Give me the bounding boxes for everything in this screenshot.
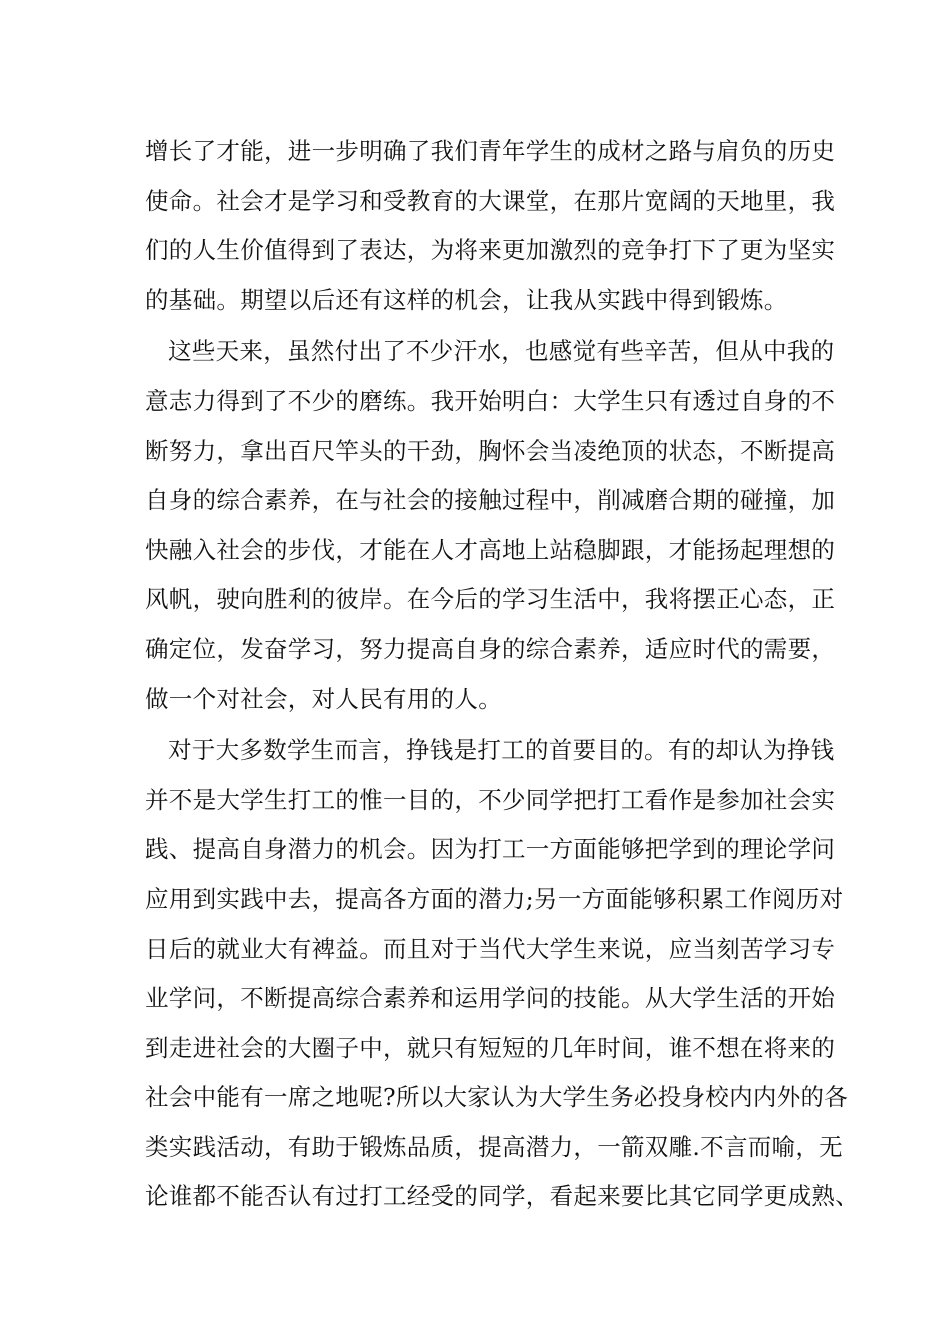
paragraph-3-line-6: 业学问，不断提高综合素养和运用学问的技能。从大学生活的开始 (145, 984, 836, 1013)
paragraph-2-line-3: 断努力，拿出百尺竿头的干劲，胸怀会当凌绝顶的状态，不断提高 (145, 436, 836, 465)
paragraph-1-line-2: 使命。社会才是学习和受教育的大课堂，在那片宽阔的天地里，我 (145, 186, 836, 215)
paragraph-1-line-3: 们的人生价值得到了表达，为将来更加激烈的竞争打下了更为坚实 (145, 236, 836, 265)
paragraph-3-line-8: 社会中能有一席之地呢?所以大家认为大学生务必投身校内内外的各 (145, 1083, 849, 1112)
paragraph-2-line-4: 自身的综合素养，在与社会的接触过程中，削减磨合期的碰撞，加 (145, 486, 836, 515)
paragraph-2-line-2: 意志力得到了不少的磨练。我开始明白：大学生只有透过自身的不 (145, 386, 836, 415)
paragraph-3-line-2: 并不是大学生打工的惟一目的，不少同学把打工看作是参加社会实 (145, 785, 836, 814)
paragraph-3-line-4: 应用到实践中去，提高各方面的潜力;另一方面能够积累工作阅历对 (145, 884, 844, 913)
paragraph-3-line-5: 日后的就业大有裨益。而且对于当代大学生来说，应当刻苦学习专 (145, 934, 836, 963)
paragraph-3-line-7: 到走进社会的大圈子中，就只有短短的几年时间，谁不想在将来的 (145, 1033, 836, 1062)
paragraph-3-line-9: 类实践活动，有助于锻炼品质，提高潜力，一箭双雕.不言而喻，无 (145, 1132, 843, 1161)
paragraph-3-line-1: 对于大多数学生而言，挣钱是打工的首要目的。有的却认为挣钱 (168, 736, 835, 765)
paragraph-2-line-8: 做一个对社会，对人民有用的人。 (145, 684, 502, 713)
paragraph-2-line-1: 这些天来，虽然付出了不少汗水，也感觉有些辛苦，但从中我的 (168, 337, 835, 366)
paragraph-3-line-10: 论谁都不能否认有过打工经受的同学，看起来要比其它同学更成熟、 (145, 1182, 859, 1211)
document-body (0, 127, 950, 1222)
paragraph-2-line-7: 确定位，发奋学习，努力提高自身的综合素养，适应时代的需要， (145, 634, 836, 663)
paragraph-2-line-5: 快融入社会的步伐，才能在人才高地上站稳脚跟，才能扬起理想的 (145, 535, 836, 564)
paragraph-3-line-3: 践、提高自身潜力的机会。因为打工一方面能够把学到的理论学问 (145, 835, 836, 864)
paragraph-1-line-4: 的基础。期望以后还有这样的机会，让我从实践中得到锻炼。 (145, 285, 788, 314)
paragraph-1-line-1: 增长了才能，进一步明确了我们青年学生的成材之路与肩负的历史 (145, 137, 836, 165)
paragraph-2-line-6: 风帆，驶向胜利的彼岸。在今后的学习生活中，我将摆正心态，正 (145, 585, 836, 614)
